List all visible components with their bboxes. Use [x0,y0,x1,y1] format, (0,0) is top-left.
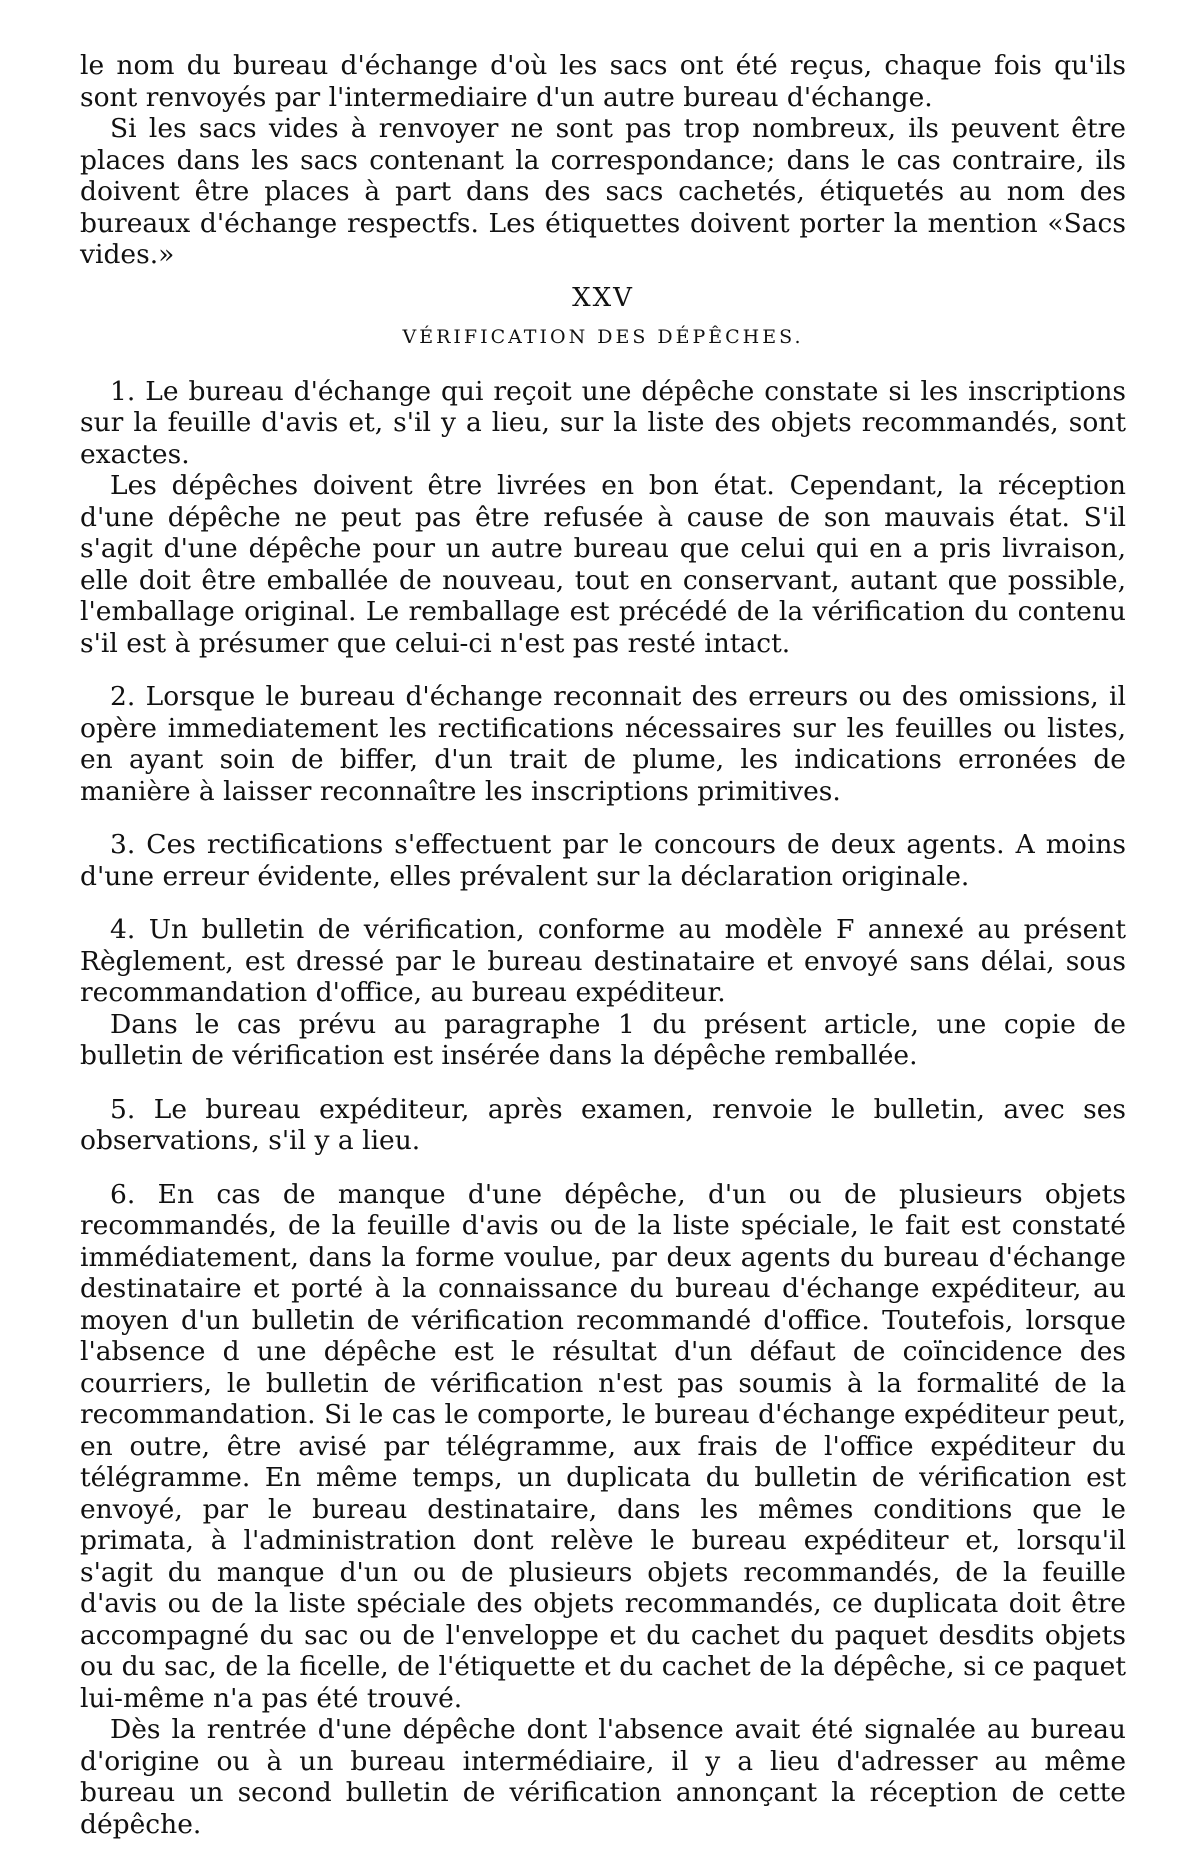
paragraph-1-continued: Les dépêches doivent être livrées en bon état. Cependant, la réception d'une dépêche ne peut pas être refusée à cause de son mauvais état. S'il s'agit d'une dépêche pour un autre bureau que celui qui en a pris livraison, elle doit être emballée de nouveau, tout en conservant, autant que possible, l'emballage original. Le remballage est précédé de la vérification du contenu s'il est à présumer que celui-ci n'est pas resté intact. [80,470,1126,659]
paragraph-2: 2. Lorsque le bureau d'échange reconnait des erreurs ou des omissions, il opère immediatement les rectifications nécessaires sur les feuilles ou listes, en ayant soin de biffer, d'un trait de plume, les indications erronées de manière à laisser reconnaître les inscriptions primitives. [80,681,1126,807]
paragraph-6-continued: Dès la rentrée d'une dépêche dont l'absence avait été signalée au bureau d'origine ou à un bureau intermédiaire, il y a lieu d'adresser au même bureau un second bulletin de vérification annonçant la réception de cette dépêche. [80,1714,1126,1840]
paragraph-3: 3. Ces rectifications s'effectuent par le concours de deux agents. A moins d'une erreur évidente, elles prévalent sur la déclaration originale. [80,829,1126,892]
paragraph-6: 6. En cas de manque d'une dépêche, d'un ou de plusieurs objets recommandés, de la feuille d'avis ou de la liste spéciale, le fait est constaté immédiatement, dans la forme voulue, par deux agents du bureau d'échange destinataire et porté à la connaissance du bureau d'échange expéditeur, au moyen d'un bulletin de vérification recommandé d'office. Toutefois, lorsque l'absence d une dépêche est le résultat d'un défaut de coïncidence des courriers, le bulletin de vérification n'est pas soumis à la formalité de la recommandation. Si le cas le comporte, le bureau d'échange expéditeur peut, en outre, être avisé par télégramme, aux frais de l'office expéditeur du télégramme. En même temps, un duplicata du bulletin de vérification est envoyé, par le bureau destinataire, dans les mêmes conditions que le primata, à l'administration dont relève le bureau expéditeur et, lorsqu'il s'agit du manque d'un ou de plusieurs objets recommandés, de la feuille d'avis ou de la liste spéciale des objets recommandés, ce duplicata doit être accompagné du sac ou de l'enveloppe et du cachet du paquet desdits objets ou du sac, de la ficelle, de l'étiquette et du cachet de la dépêche, si ce paquet lui-même n'a pas été trouvé. [80,1178,1126,1714]
intro-paragraph-2: Si les sacs vides à renvoyer ne sont pas trop nombreux, ils peuvent être places dans les sacs contenant la correspondance; dans le cas contraire, ils doivent être places à part dans des sacs cachetés, étiquetés au nom des bureaux d'échange respectfs. Les étiquettes doivent porter la mention «Sacs vides.» [80,113,1126,270]
section-title: VÉRIFICATION DES DÉPÊCHES. [402,326,804,348]
paragraph-5: 5. Le bureau expéditeur, après examen, renvoie le bulletin, avec ses observations, s'il y a lieu. [80,1093,1126,1156]
paragraph-1: 1. Le bureau d'échange qui reçoit une dépêche constate si les inscriptions sur la feuille d'avis et, s'il y a lieu, sur la liste des objets recommandés, sont exactes. [80,375,1126,470]
paragraph-4: 4. Un bulletin de vérification, conforme au modèle F annexé au présent Règlement, est dressé par le bureau destinataire et envoyé sans délai, sous recommandation d'office, au bureau expéditeur. [80,914,1126,1008]
paragraph-4-continued: Dans le cas prévu au paragraphe 1 du présent article, une copie de bulletin de vérification est insérée dans la dépêche remballée. [80,1008,1126,1071]
section-number: XXV [572,282,634,313]
document-page [80,50,1126,1840]
intro-paragraph-1: le nom du bureau d'échange d'où les sacs ont été reçus, chaque fois qu'ils sont renvoyés par l'intermediaire d'un autre bureau d'échange. [80,50,1126,113]
